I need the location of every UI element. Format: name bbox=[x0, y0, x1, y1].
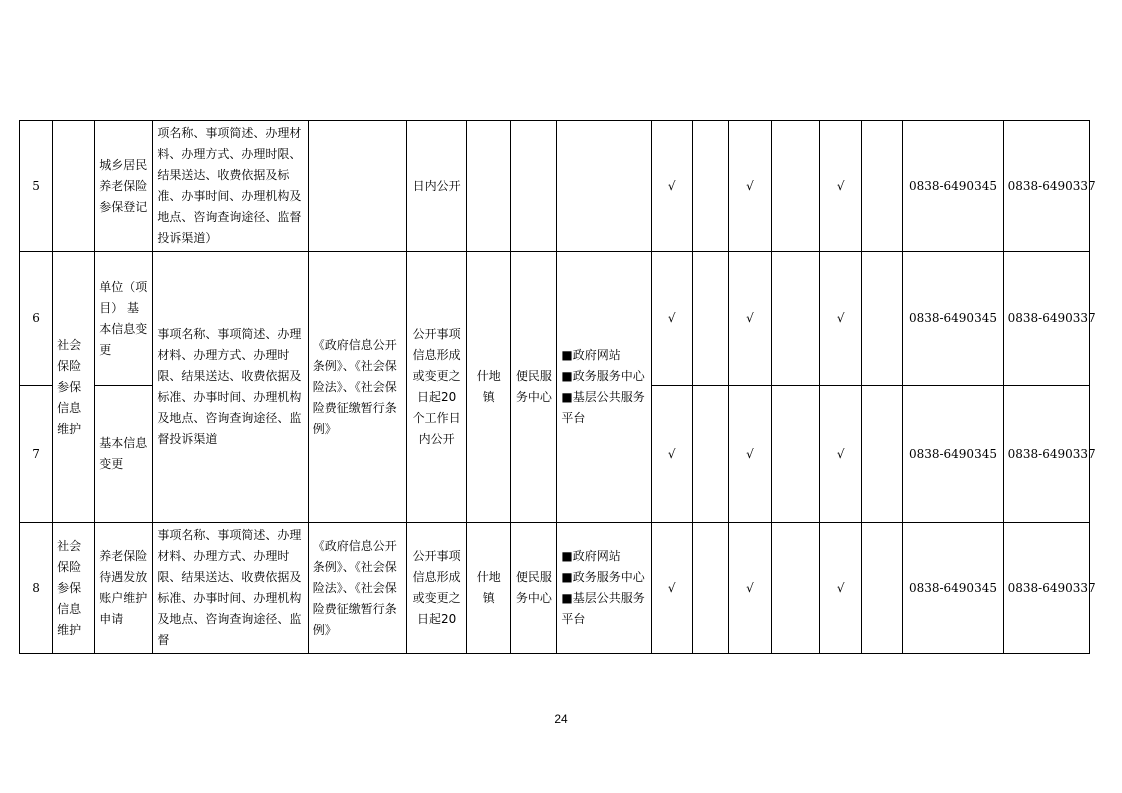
channel-item: ■政务服务中心 bbox=[561, 570, 645, 584]
channel-item: ■基层公共服务平台 bbox=[561, 591, 645, 626]
check-mark: √ bbox=[651, 386, 692, 523]
category-cell: 社会保险参保信息维护 bbox=[53, 523, 95, 654]
channel-item: ■基层公共服务平台 bbox=[561, 390, 645, 425]
check-mark: √ bbox=[728, 523, 771, 654]
check-mark: √ bbox=[728, 252, 771, 386]
time-limit: 公开事项信息形成或变更之日起20个工作日内公开 bbox=[407, 252, 467, 523]
row-number: 8 bbox=[20, 523, 53, 654]
category-cell: 社会保险参保信息维护 bbox=[53, 252, 95, 523]
time-limit: 日内公开 bbox=[407, 121, 467, 252]
check-mark bbox=[692, 523, 728, 654]
check-mark: √ bbox=[728, 386, 771, 523]
row-number: 6 bbox=[20, 252, 53, 386]
disclosure-subject bbox=[467, 121, 511, 252]
check-mark bbox=[862, 252, 903, 386]
phone-number: 0838-6490345 bbox=[903, 386, 1003, 523]
check-mark bbox=[692, 121, 728, 252]
check-mark: √ bbox=[820, 523, 862, 654]
disclosure-object: 便民服务中心 bbox=[511, 523, 557, 654]
item-name: 基本信息变更 bbox=[95, 386, 153, 523]
check-mark: √ bbox=[651, 121, 692, 252]
disclosure-table bbox=[19, 120, 1096, 654]
disclosure-basis: 《政府信息公开条例》、《社会保险法》、《社会保险费征缴暂行条例》 bbox=[308, 252, 406, 523]
channel-item: ■政府网站 bbox=[561, 348, 621, 362]
disclosure-channels bbox=[557, 121, 651, 252]
check-mark bbox=[862, 121, 903, 252]
channel-item: ■政府网站 bbox=[561, 549, 621, 563]
time-limit: 公开事项信息形成或变更之日起20 bbox=[407, 523, 467, 654]
item-name: 养老保险待遇发放账户维护申请 bbox=[95, 523, 153, 654]
table-row bbox=[20, 252, 1090, 386]
phone-number: 0838-6490337 bbox=[1003, 386, 1089, 523]
check-mark bbox=[771, 121, 819, 252]
check-mark bbox=[771, 386, 819, 523]
phone-number: 0838-6490345 bbox=[903, 252, 1003, 386]
disclosure-subject: 什地镇 bbox=[467, 252, 511, 523]
channel-item: ■政务服务中心 bbox=[561, 369, 645, 383]
check-mark bbox=[692, 252, 728, 386]
phone-number: 0838-6490345 bbox=[903, 121, 1003, 252]
phone-number: 0838-6490337 bbox=[1003, 121, 1089, 252]
phone-number: 0838-6490337 bbox=[1003, 252, 1089, 386]
phone-number: 0838-6490337 bbox=[1003, 523, 1089, 654]
table-row bbox=[20, 121, 1090, 252]
disclosure-object bbox=[511, 121, 557, 252]
item-name: 单位（项目） 基本信息变更 bbox=[95, 252, 153, 386]
disclosure-basis: 《政府信息公开条例》、《社会保险法》、《社会保险费征缴暂行条例》 bbox=[308, 523, 406, 654]
table-row bbox=[20, 523, 1090, 654]
check-mark bbox=[771, 523, 819, 654]
disclosure-object: 便民服务中心 bbox=[511, 252, 557, 523]
check-mark bbox=[692, 386, 728, 523]
disclosure-content: 事项名称、事项简述、办理材料、办理方式、办理时限、结果送达、收费依据及标准、办事时间、办理机构及地点、咨询查询途径、监督 bbox=[153, 523, 308, 654]
disclosure-content: 事项名称、事项简述、办理材料、办理方式、办理时限、结果送达、收费依据及标准、办事时间、办理机构及地点、咨询查询途径、监督投诉渠道 bbox=[153, 252, 308, 523]
disclosure-basis bbox=[308, 121, 406, 252]
phone-number: 0838-6490345 bbox=[903, 523, 1003, 654]
disclosure-channels bbox=[557, 252, 651, 523]
check-mark bbox=[862, 386, 903, 523]
disclosure-channels bbox=[557, 523, 651, 654]
row-number: 7 bbox=[20, 386, 53, 523]
row-number: 5 bbox=[20, 121, 53, 252]
item-name: 城乡居民养老保险参保登记 bbox=[95, 121, 153, 252]
disclosure-content: 项名称、事项简述、办理材料、办理方式、办理时限、结果送达、收费依据及标准、办事时间、办理机构及地点、咨询查询途径、监督投诉渠道） bbox=[153, 121, 308, 252]
check-mark: √ bbox=[820, 121, 862, 252]
page-number: 24 bbox=[554, 712, 568, 726]
check-mark bbox=[771, 252, 819, 386]
check-mark: √ bbox=[728, 121, 771, 252]
check-mark: √ bbox=[651, 252, 692, 386]
check-mark: √ bbox=[820, 252, 862, 386]
check-mark: √ bbox=[651, 523, 692, 654]
check-mark bbox=[862, 523, 903, 654]
category-cell bbox=[53, 121, 95, 252]
check-mark: √ bbox=[820, 386, 862, 523]
disclosure-subject: 什地镇 bbox=[467, 523, 511, 654]
